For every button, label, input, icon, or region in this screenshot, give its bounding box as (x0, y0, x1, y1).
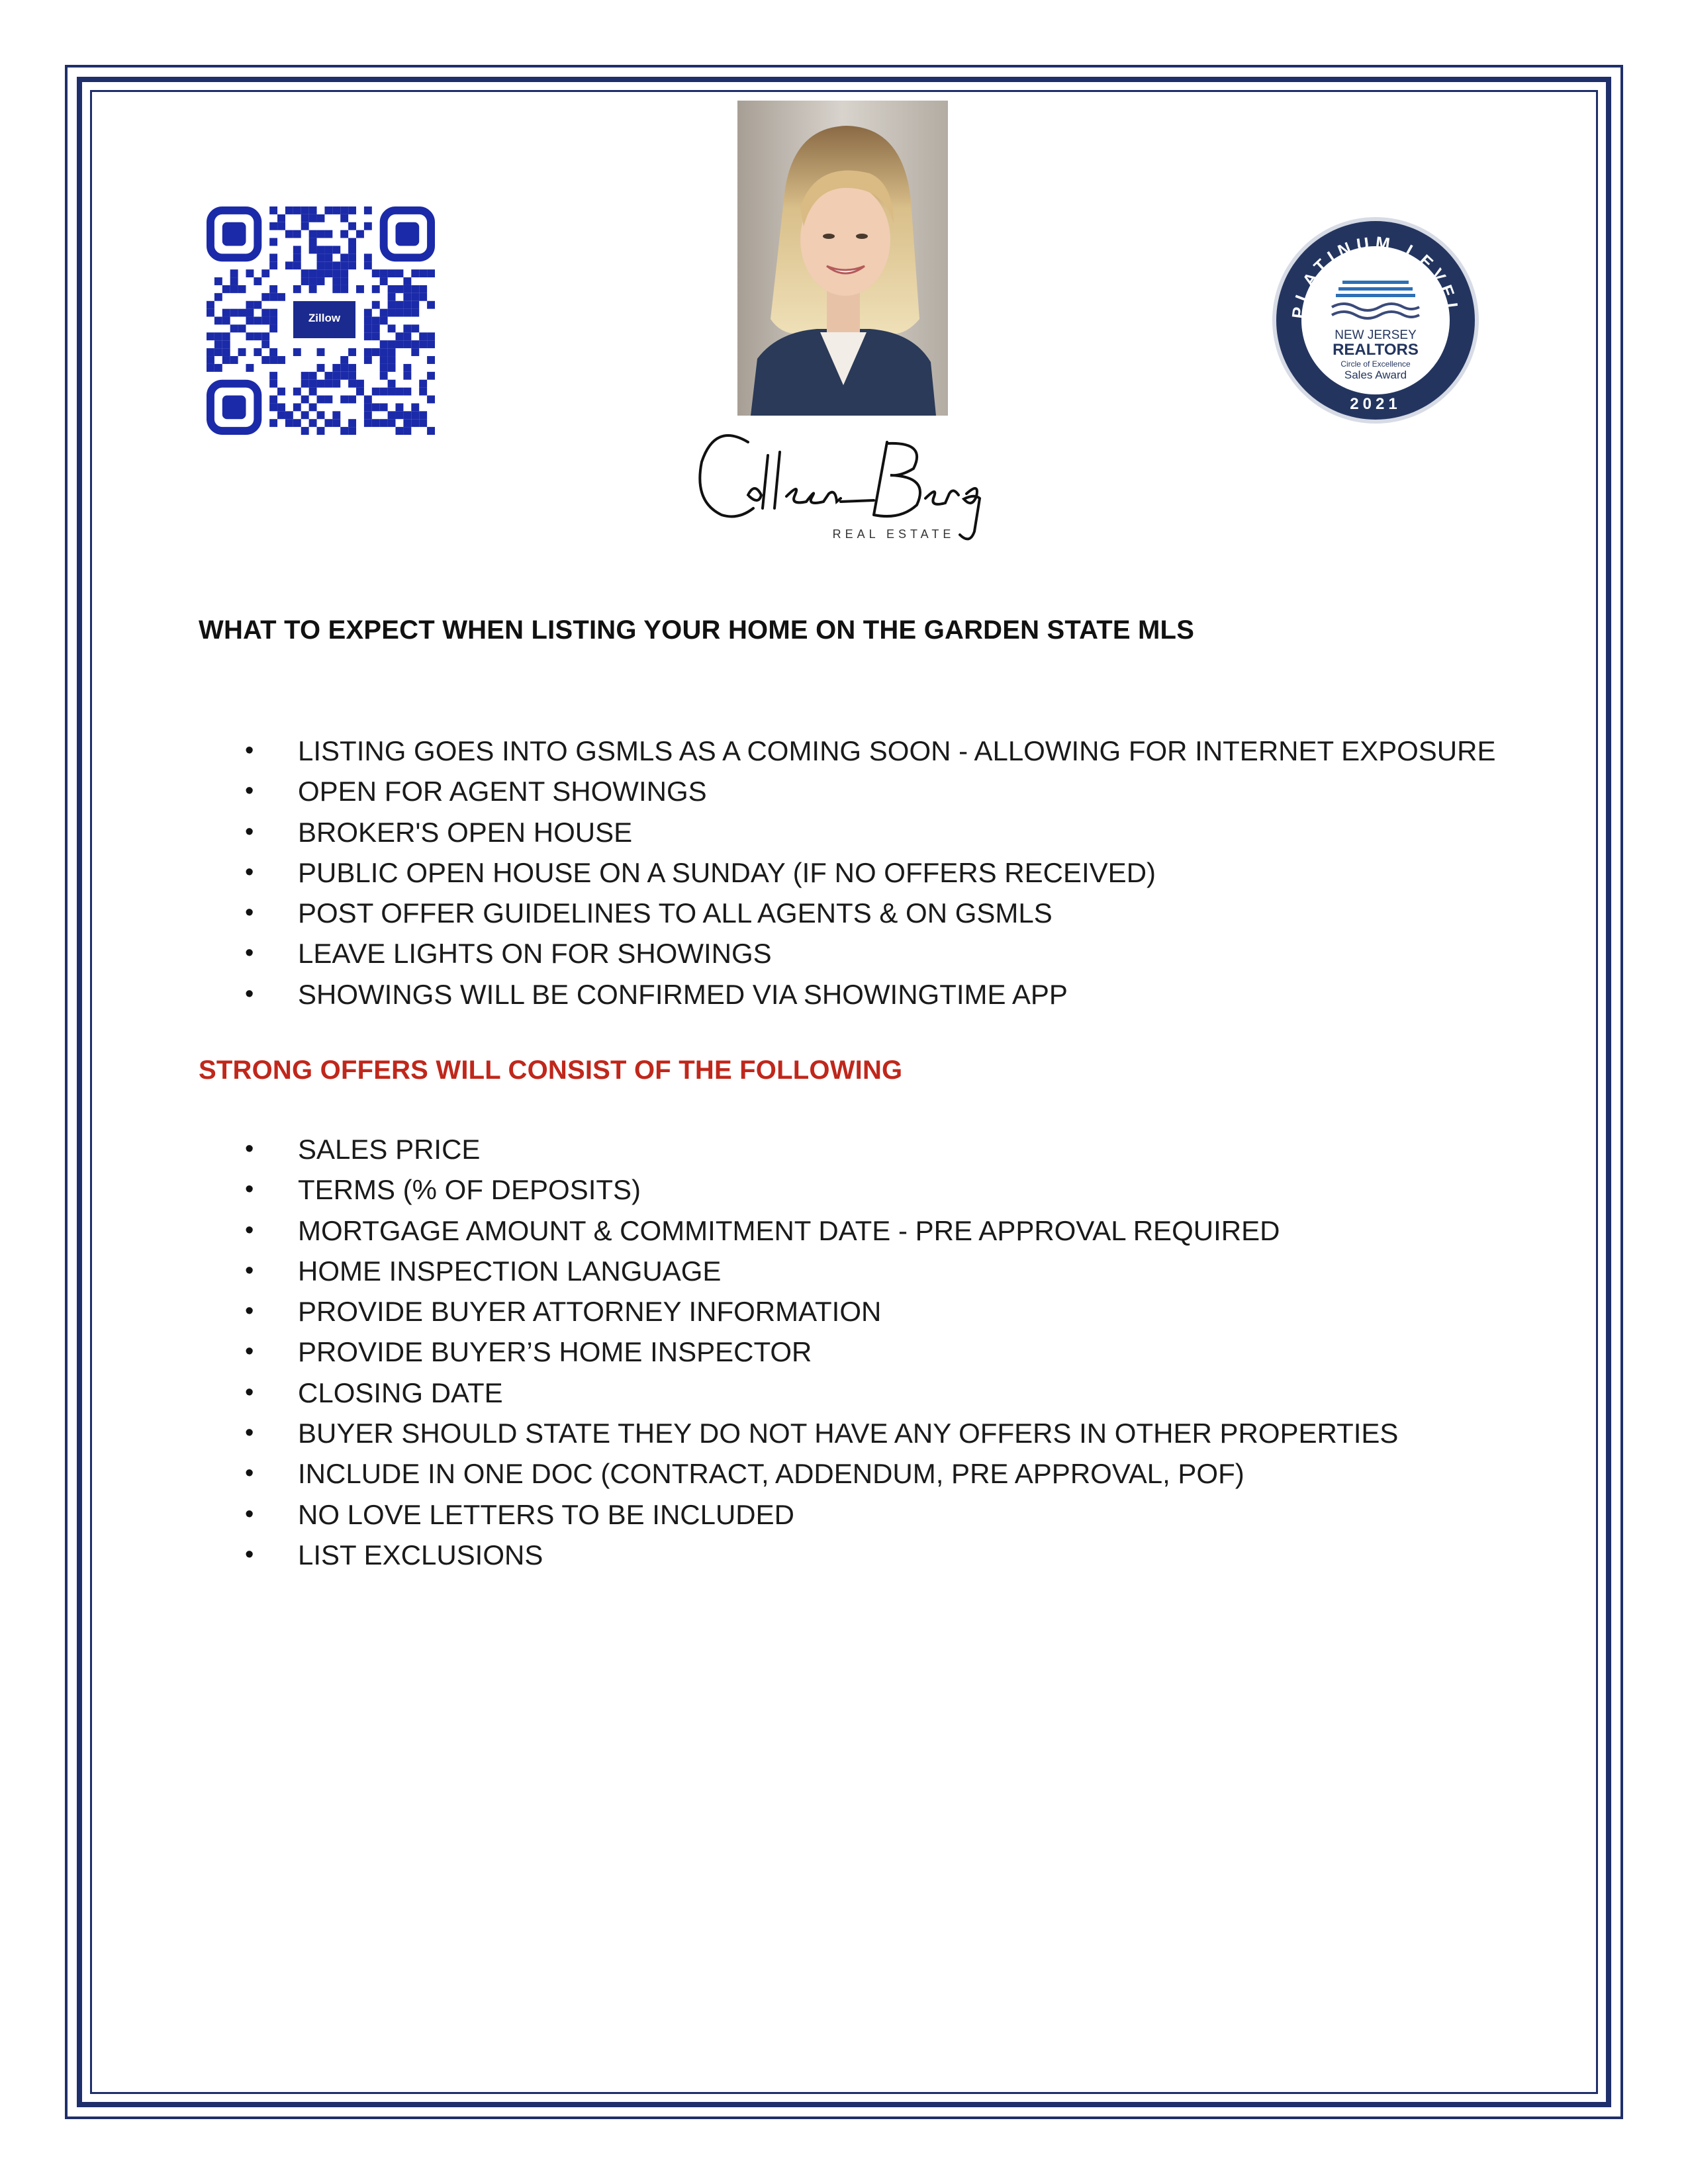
list-item: • SALES PRICE (199, 1129, 1398, 1169)
list-item: • BROKER'S OPEN HOUSE (199, 812, 1495, 852)
zillow-logo-badge: Zillow (291, 299, 357, 340)
list-item: • PROVIDE BUYER ATTORNEY INFORMATION (199, 1291, 1398, 1332)
seal-top-text: PLATINUM LEVEL (1288, 232, 1464, 320)
list-item: • OPEN FOR AGENT SHOWINGS (199, 771, 1495, 811)
seal-sub-line1: Circle of Excellence (1340, 359, 1411, 369)
list-item: • BUYER SHOULD STATE THEY DO NOT HAVE ANY OFFERS IN OTHER PROPERTIES (199, 1413, 1398, 1453)
list-item: • POST OFFER GUIDELINES TO ALL AGENTS & ON GSMLS (199, 893, 1495, 933)
section-heading-listing-expectations: WHAT TO EXPECT WHEN LISTING YOUR HOME ON THE GARDEN STATE MLS (199, 615, 1195, 645)
portrait-illustration (737, 101, 948, 416)
agent-photo (737, 101, 948, 416)
colleen-berg-logo (675, 416, 1019, 548)
section-heading-strong-offers: STRONG OFFERS WILL CONSIST OF THE FOLLOWING (199, 1056, 903, 1085)
logo-tagline: REAL ESTATE (832, 527, 955, 541)
zillow-qr-code[interactable] (207, 206, 435, 435)
list-item: • NO LOVE LETTERS TO BE INCLUDED (199, 1494, 1398, 1535)
seal-year: 2021 (1350, 395, 1401, 413)
seal-sub-line2: Sales Award (1344, 369, 1407, 381)
seal-org-line2: REALTORS (1333, 341, 1419, 359)
list-item: • PUBLIC OPEN HOUSE ON A SUNDAY (IF NO OFFERS RECEIVED) (199, 852, 1495, 893)
listing-expectations-list (199, 731, 1495, 1015)
seal-org-line1: NEW JERSEY (1335, 328, 1417, 342)
list-item: • MORTGAGE AMOUNT & COMMITMENT DATE - PRE APPROVAL REQUIRED (199, 1210, 1398, 1251)
strong-offers-list (199, 1129, 1398, 1575)
list-item: • HOME INSPECTION LANGUAGE (199, 1251, 1398, 1291)
award-seal-icon (1271, 216, 1480, 425)
list-item: • PROVIDE BUYER’S HOME INSPECTOR (199, 1332, 1398, 1372)
list-item: • CLOSING DATE (199, 1373, 1398, 1413)
list-item: • LISTING GOES INTO GSMLS AS A COMING SOON - ALLOWING FOR INTERNET EXPOSURE (199, 731, 1495, 771)
list-item: • SHOWINGS WILL BE CONFIRMED VIA SHOWINGTIME APP (199, 974, 1495, 1015)
signature-logo-icon (675, 416, 1019, 548)
list-item: • LIST EXCLUSIONS (199, 1535, 1398, 1575)
list-item: • LEAVE LIGHTS ON FOR SHOWINGS (199, 933, 1495, 974)
nj-realtors-award-seal (1271, 216, 1480, 425)
list-item: • TERMS (% OF DEPOSITS) (199, 1169, 1398, 1210)
list-item: • INCLUDE IN ONE DOC (CONTRACT, ADDENDUM, PRE APPROVAL, POF) (199, 1453, 1398, 1494)
